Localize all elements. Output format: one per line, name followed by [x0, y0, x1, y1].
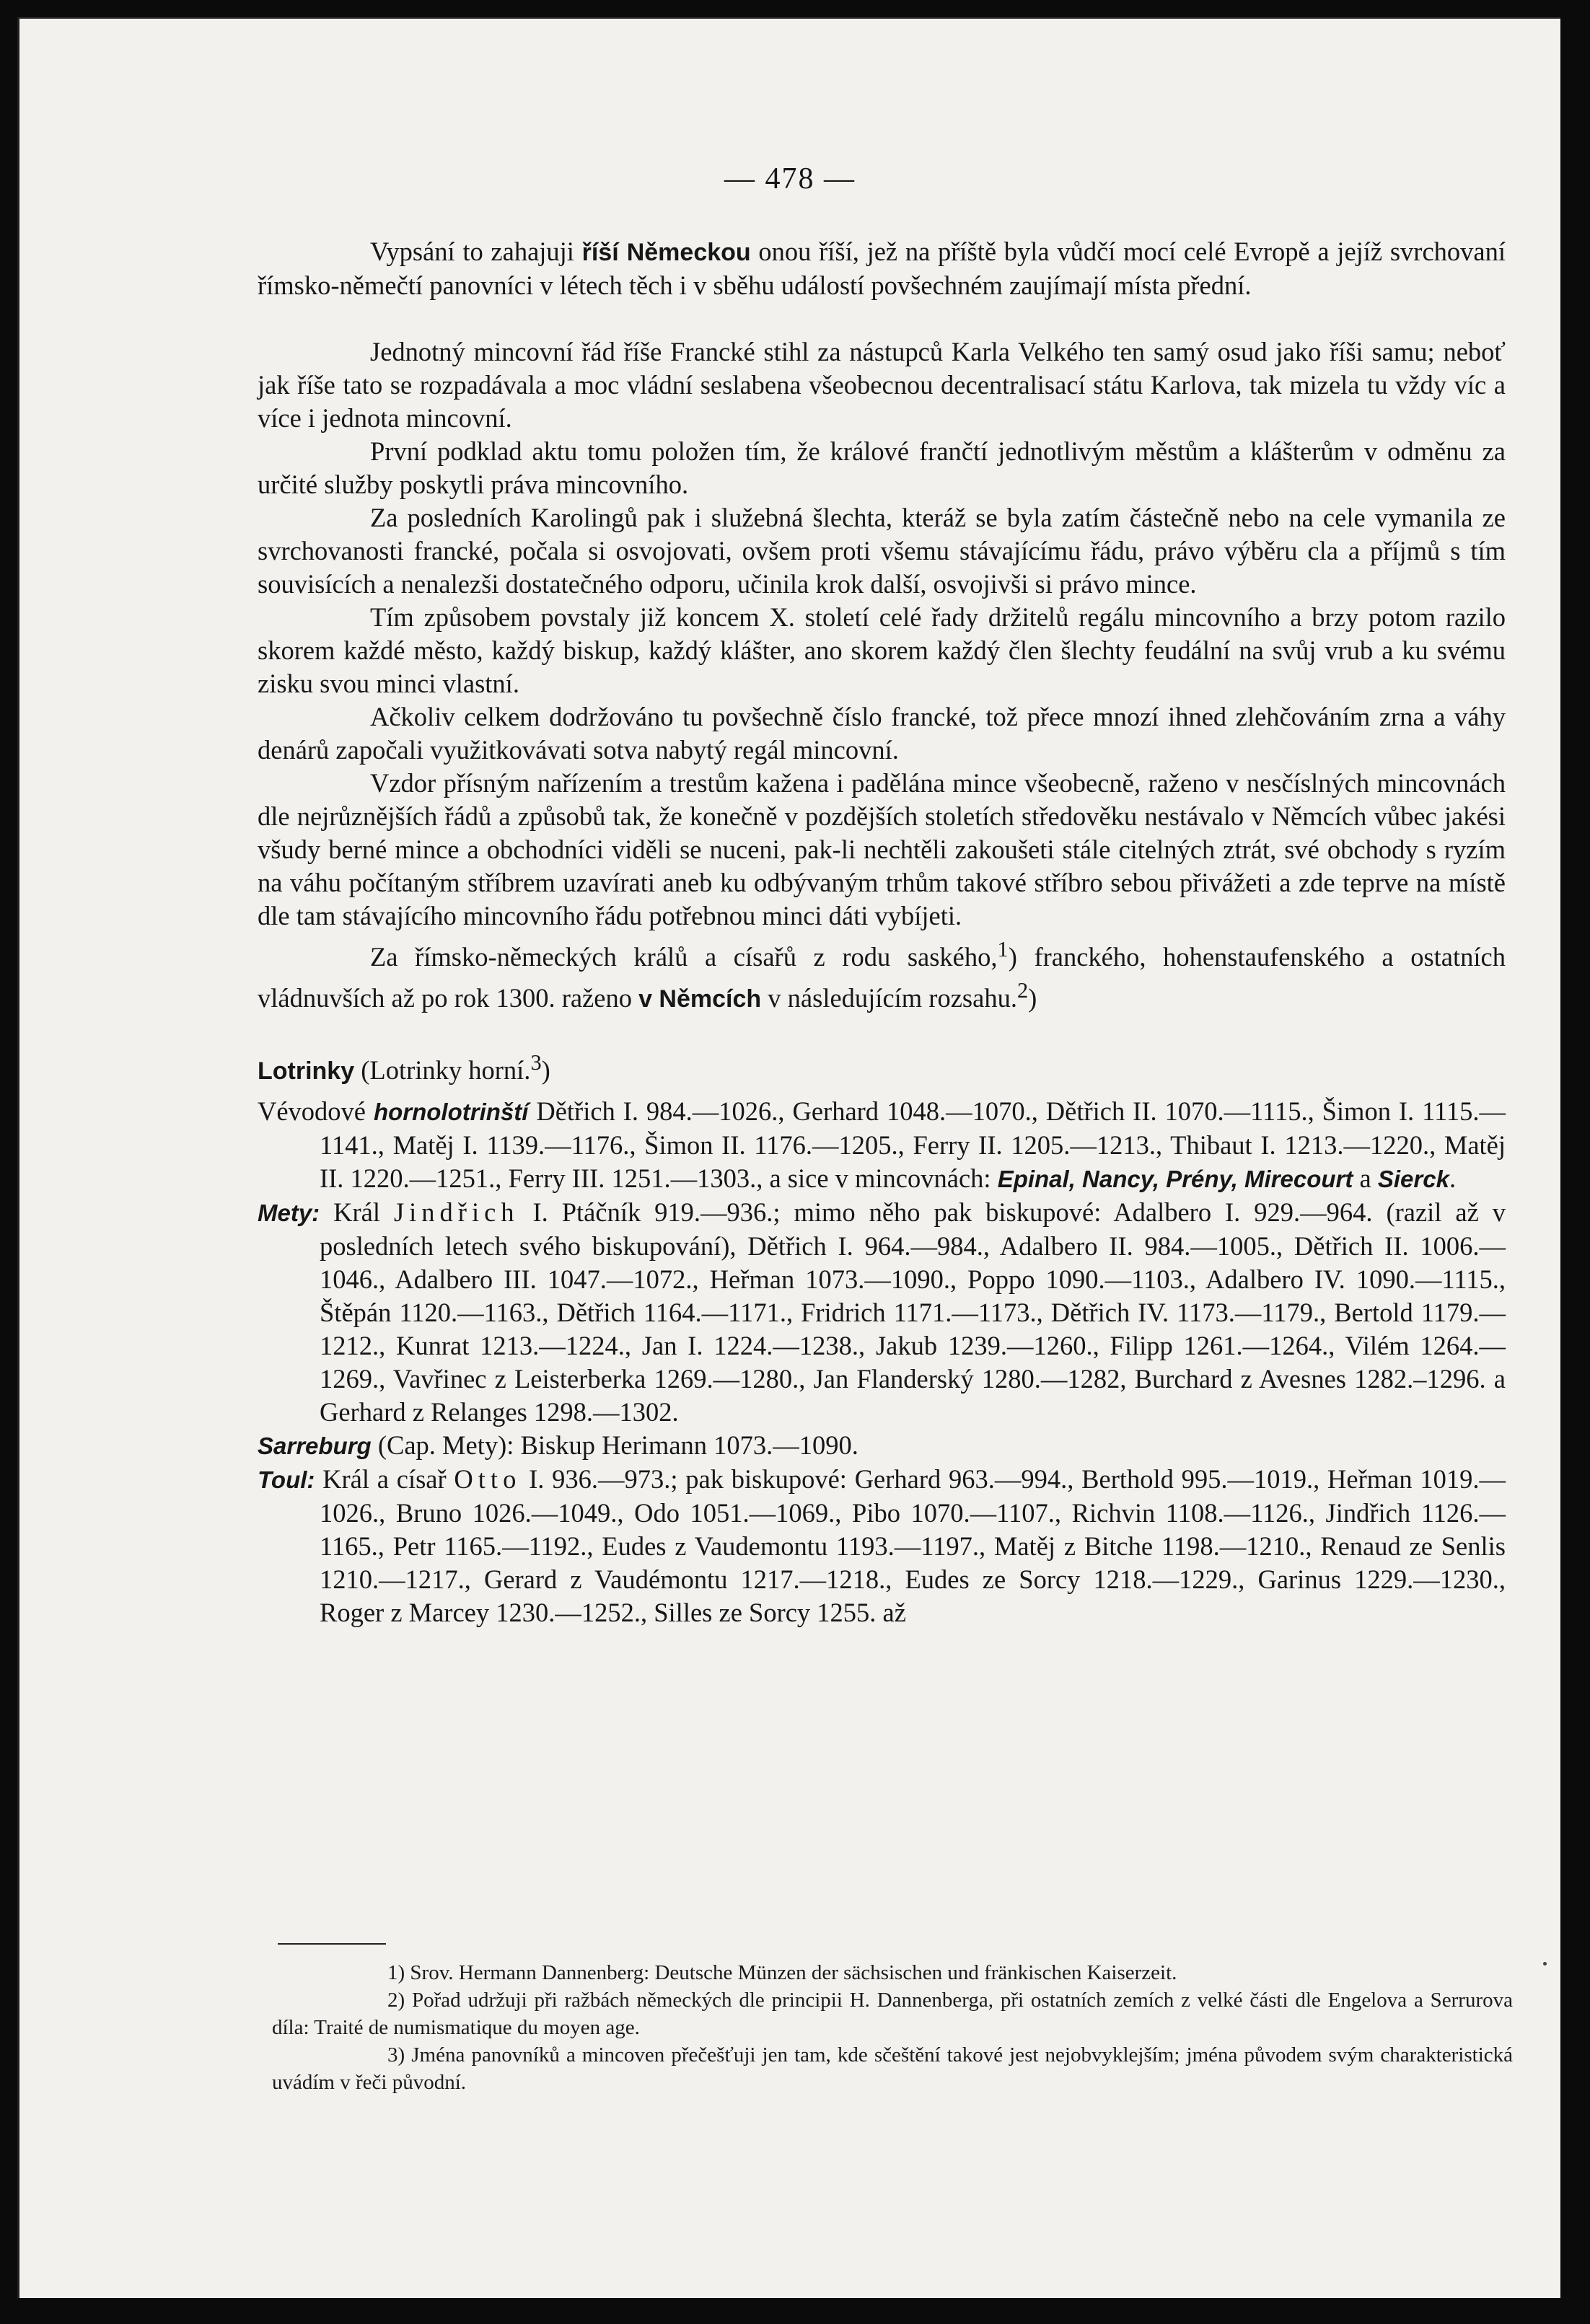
entry-label: hornolotrinští	[373, 1099, 529, 1126]
entry-label: Sarreburg	[258, 1432, 372, 1460]
entry-toul: Toul: Král a císař Otto I. 936.—973.; pak biskupové: Gerhard 963.—994., Berthold 995.—1019., Heřman 1019.—1026., Bruno 1026.—1049., Odo 1051.—1069., Pibo 1070.—1107., Richvin 1108.—1126., Jindřich 1126.—1165., Petr 1165.—1192., Eudes z Vaudemontu 1193.—1197., Matěj z Bitche 1198.—1210., Renaud ze Senlis 1210.—1217., Gerard z Vaudémontu 1217.—1218., Eudes ze Sorcy 1218.—1229., Garinus 1229.—1230., Roger z Marcey 1230.—1252., Silles ze Sorcy 1255. až	[258, 1464, 1506, 1628]
footnotes	[272, 1959, 1513, 2096]
paragraph: Ačkoliv celkem dodržováno tu povšechně číslo francké, tož přece mnozí ihned zlehčováním zrna a váhy denárů započali využitkovávati sotva nabytý regál mincovní.	[258, 702, 1506, 765]
entry-label: Mety:	[258, 1200, 320, 1227]
footnote-2: 2) Pořad udržuji při ražbách německých dle principii H. Dannenberga, při ostatních zemích z velké části dle Engelova a Serrurova díla: Traité de numismatique du moyen age.	[272, 1989, 1513, 2039]
paragraph: Tím způsobem povstaly již koncem X. století celé řady držitelů regálu mincovního a brzy potom razilo skorem každé město, každý biskup, každý klášter, ano skorem každý člen šlechty feudální na svůj vrub a ku svému zisku svou minci vlastní.	[258, 602, 1506, 698]
footnote-3: 3) Jména panovníků a mincoven přečešťuji jen tam, kde sčeštění takové jest nejobvyklejším; jména původem svým charakteristická uvádím v řeči původní.	[272, 2043, 1513, 2094]
entry-vevodove: Vévodové hornolotrinští Dětřich I. 984.—1026., Gerhard 1048.—1070., Dětřich II. 1070.—1115., Šimon I. 1115.—1141., Matěj I. 1139.—1176., Šimon II. 1176.—1205., Ferry II. 1205.—1213., Thibaut I. 1213.—1220., Matěj II. 1220.—1251., Ferry III. 1251.—1303., a sice v mincovnách: Epinal, Nancy, Prény, Mirecourt a Sierck.	[258, 1096, 1506, 1194]
footnote-ref: 3	[530, 1050, 542, 1075]
main-text	[258, 235, 1506, 1629]
entry-sarreburg: Sarreburg (Cap. Mety): Biskup Herimann 1073.—1090.	[258, 1430, 858, 1461]
entry-label: Toul:	[258, 1466, 315, 1494]
ruler-name: Jindřich	[393, 1197, 519, 1228]
emphasis-rise-nemecka: říší Německou	[581, 239, 751, 266]
footnote-ref: 2	[1016, 978, 1029, 1003]
document-page	[17, 17, 1560, 2298]
mint-name: Sierck	[1377, 1166, 1449, 1193]
paragraph-intro: Vypsání to zahajuji říší Německou onou říší, jež na příště byla vůdčí mocí celé Evropě a jejíž svrchovaní římsko-němečtí panovníci v létech těch i v sběhu událostí povšechném zaujímají místa přední.	[258, 237, 1506, 300]
entry-mety: Mety: Král Jindřich I. Ptáčník 919.—936.; mimo něho pak biskupové: Adalbero I. 929.—964. (razil až v posledních letech svého biskupování), Dětřich I. 964.—984., Adalbero II. 984.—1005., Dětřich II. 1006.—1046., Adalbero III. 1047.—1072., Heřman 1073.—1090., Poppo 1090.—1103., Adalbero IV. 1090.—1115., Štěpán 1120.—1163., Dětřich 1164.—1171., Fridrich 1171.—1173., Dětřich IV. 1173.—1179., Bertold 1179.—1212., Kunrat 1213.—1224., Jan I. 1224.—1238., Jakub 1239.—1260., Filipp 1261.—1264., Vilém 1264.—1269., Vavřinec z Leisterberka 1269.—1280., Jan Flanderský 1280.—1282, Burchard z Avesnes 1282.–1296. a Gerhard z Relanges 1298.—1302.	[258, 1197, 1506, 1427]
section-title: Lotrinky	[258, 1057, 355, 1086]
paragraph: První podklad aktu tomu položen tím, že králové frančtí jednotlivým městům a klášterům v odměnu za určité služby poskytli práva mincovního.	[258, 436, 1506, 499]
scan-speck	[1543, 1962, 1547, 1966]
paragraph: Za římsko-německých králů a císařů z rodu saského,$^1$) franckého, hohenstaufenského a ostatních vládnuvších až po rok 1300. raženo v Němcích v následujícím rozsahu.$^2$)	[258, 937, 1506, 1013]
page-number: — 478 —	[724, 162, 856, 195]
emphasis-v-nemcich: v Němcích	[638, 985, 762, 1013]
footnote-divider	[278, 1943, 386, 1945]
section-heading: Lotrinky (Lotrinky horní.$^3$)	[258, 1050, 550, 1086]
ruler-name: Otto	[454, 1464, 522, 1495]
paragraph: Za posledních Karolingů pak i služebná šlechta, kteráž se byla zatím částečně nebo na cele vymanila ze svrchovanosti francké, počala si osvojovati, ovšem proti všemu stávajícímu řádu, právo výběru cla a příjmů s tím souvisících a nenalezši dostatečného odporu, učinila krok další, osvojivši si právo mince.	[258, 503, 1506, 599]
mint-names: Epinal, Nancy, Prény, Mirecourt	[997, 1166, 1353, 1193]
paragraph: Jednotný mincovní řád říše Francké stihl za nástupců Karla Velkého ten samý osud jako říši samu; neboť jak říše tato se rozpadávala a moc vládní seslabena všeobecnou decentralisací státu Karlova, tak mizela tu vždy víc a více i jednota mincovní.	[258, 337, 1506, 433]
paragraph: Vzdor přísným nařízením a trestům kažena i padělána mince všeobecně, raženo v nesčíslných mincovnách dle nejrůznějších řádů a způsobů tak, že konečně v pozdějších stoletích středověku nestávalo v Němcích vůbec jakési všudy berné mince a obchodníci viděli se nuceni, pak-li nechtěli zakoušeti stále citelných ztrát, své obchody s ryzím na váhu počítaným stříbrem uzavírati aneb ku odbývaným trhům takové stříbro sebou přivážeti a zde teprve na místě dle tam stávajícího mincovního řádu potřebnou minci dáti vybíjeti.	[258, 768, 1506, 930]
footnote-1: 1) Srov. Hermann Dannenberg: Deutsche Münzen der sächsischen und fränkischen Kaiserzeit.	[387, 1961, 1177, 1984]
footnote-ref: 1	[997, 937, 1009, 961]
